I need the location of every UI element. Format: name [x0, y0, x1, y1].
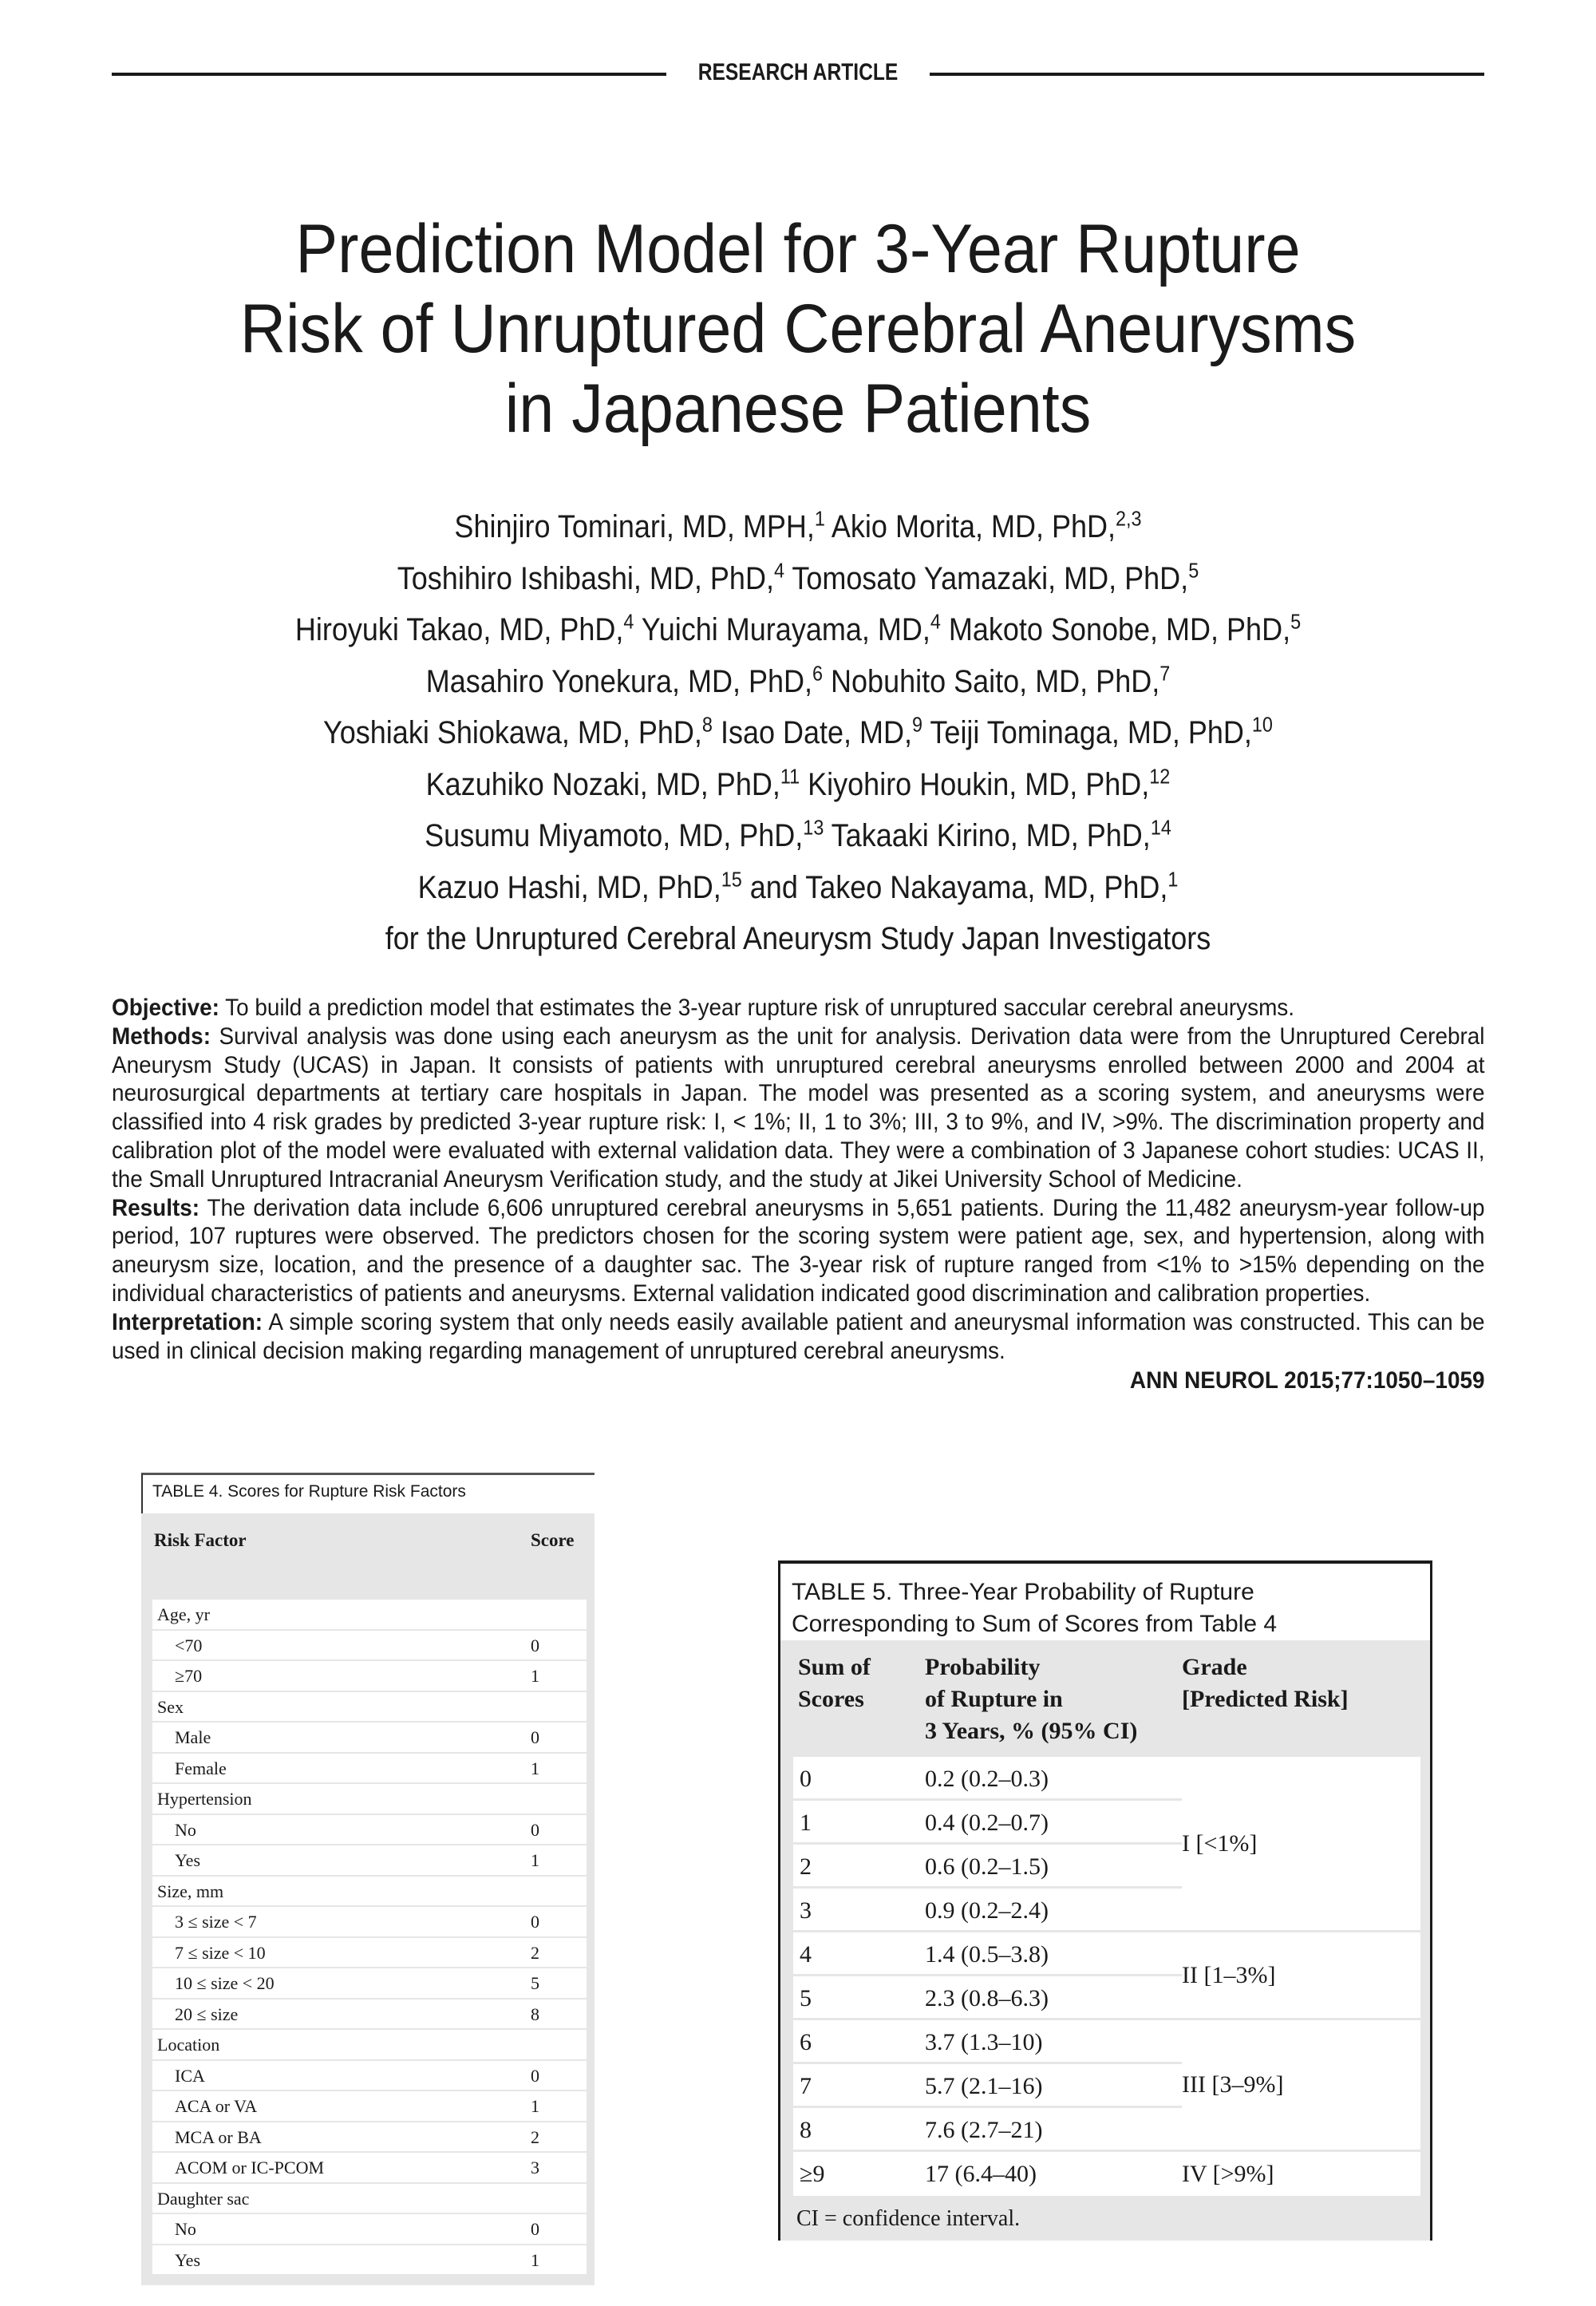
author-line	[166, 759, 1430, 811]
score-cell	[531, 1784, 587, 1814]
author-line	[166, 656, 1430, 708]
table-row	[152, 1968, 587, 1999]
risk-factor-cell: Size, mm	[157, 1881, 224, 1901]
risk-factor-cell: 7 ≤ size < 10	[175, 1942, 266, 1963]
affiliation-number: 5	[1188, 558, 1199, 583]
score-cell	[531, 2030, 587, 2059]
risk-factor-cell: Male	[175, 1727, 211, 1747]
probability-cell: 1.4 (0.5–3.8)	[925, 1932, 1182, 1976]
table-row	[152, 1754, 587, 1785]
author-name: for the Unruptured Cerebral Aneurysm Study Japan Investigators	[385, 921, 1211, 956]
risk-factor-cell: ≥70	[175, 1666, 203, 1686]
column-header-probability	[925, 1651, 1182, 1747]
table-row	[152, 1631, 587, 1662]
probability-cell: 7.6 (2.7–21)	[925, 2108, 1182, 2152]
column-header-sum-of-scores	[793, 1651, 925, 1747]
table-row	[152, 1845, 587, 1877]
title-line: Prediction Model for 3-Year Rupture	[295, 211, 1301, 287]
affiliation-number: 1	[814, 506, 825, 531]
table-5-rows	[793, 1757, 1420, 2196]
table-5-body	[778, 1640, 1432, 2241]
grade-cell: II [1–3%]	[1182, 1932, 1420, 2020]
affiliation-number: 15	[721, 867, 742, 892]
caption-line: TABLE 5. Three-Year Probability of Rupture	[792, 1579, 1254, 1605]
affiliation-number: 2,3	[1116, 506, 1142, 531]
score-cell	[531, 1877, 587, 1906]
risk-factor-cell: No	[175, 2219, 196, 2239]
risk-factor-cell: ACA or VA	[175, 2096, 258, 2116]
score-cell: 0	[531, 1912, 539, 1932]
sum-of-scores-cell: ≥9	[793, 2152, 925, 2196]
table-row	[152, 1877, 587, 1908]
header-line: of Rupture in	[925, 1686, 1063, 1712]
score-cell: 1	[531, 2249, 539, 2270]
grade-cell: III [3–9%]	[1182, 2020, 1420, 2152]
sum-of-scores-cell: 7	[793, 2064, 925, 2108]
probability-cell: 3.7 (1.3–10)	[925, 2020, 1182, 2064]
score-cell: 0	[531, 2219, 539, 2239]
risk-factor-cell: Yes	[175, 2249, 201, 2270]
header-line: 3 Years, % (95% CI)	[925, 1718, 1138, 1744]
table-4-body	[141, 1513, 595, 2285]
table-row	[152, 1999, 587, 2031]
sum-of-scores-cell: 0	[793, 1757, 925, 1801]
author-name: Yoshiaki Shiokawa, MD, PhD,	[323, 715, 702, 750]
title-line: in Japanese Patients	[504, 370, 1092, 447]
table-4-caption: TABLE 4. Scores for Rupture Risk Factors	[141, 1473, 595, 1513]
table-row	[152, 1723, 587, 1754]
author-name: Kazuhiko Nozaki, MD, PhD,	[425, 766, 780, 802]
author-name: and Takeo Nakayama, MD, PhD,	[741, 869, 1168, 905]
sum-of-scores-cell: 8	[793, 2108, 925, 2152]
abstract-interpretation	[112, 1308, 1485, 1366]
score-cell: 2	[531, 1942, 539, 1963]
score-cell: 0	[531, 1819, 539, 1840]
article-title	[137, 209, 1459, 449]
author-line	[166, 707, 1430, 759]
table-5-footnote: CI = confidence interval.	[796, 2206, 1021, 2231]
score-cell: 3	[531, 2158, 539, 2177]
probability-cell: 0.2 (0.2–0.3)	[925, 1757, 1182, 1801]
score-cell: 1	[531, 1666, 539, 1686]
table-4-rows	[152, 1600, 587, 2276]
table-row	[152, 2061, 587, 2092]
section-header	[112, 57, 1484, 89]
probability-cell: 5.7 (2.1–16)	[925, 2064, 1182, 2108]
affiliation-number: 1	[1167, 867, 1179, 892]
table-row	[152, 2245, 587, 2276]
column-header-grade	[1182, 1651, 1420, 1747]
table-row	[152, 1692, 587, 1723]
journal-citation: ANN NEUROL 2015;77:1050–1059	[1129, 1367, 1485, 1394]
header-line: Grade	[1182, 1654, 1247, 1680]
table-row	[152, 2153, 587, 2184]
table-4-header	[152, 1513, 587, 1600]
risk-factor-cell: ACOM or IC-PCOM	[175, 2158, 325, 2177]
abstract-text: Survival analysis was done using each aneurysm as the unit for analysis. Derivation data were from the Unruptured Cerebral Aneurysm Study (UCAS) in Japan. It consists of patients with unruptured cerebral aneurysms enrolled between 2000 and 2004 at neurosurgical departments at tertiary care hospitals in Japan. The model was presented as a scoring system, and aneurysms were classified into 4 risk grades by predicted 3-year rupture risk: I, < 1%; II, 1 to 3%; III, 3 to 9%, and IV, >9%. The discrimination property and calibration plot of the model were evaluated with external validation data. They were a combination of 3 Japanese cohort studies: UCAS II, the Small Unruptured Intracranial Aneurysm Verification study, and the study at Jikei University School of Medicine.	[112, 1022, 1485, 1193]
author-line	[166, 501, 1430, 553]
author-name: Susumu Miyamoto, MD, PhD,	[425, 818, 804, 853]
abstract-objective	[112, 994, 1485, 1022]
sum-of-scores-cell: 2	[793, 1845, 925, 1889]
abstract-text: The derivation data include 6,606 unruptured cerebral aneurysms in 5,651 patients. During the 11,482 aneurysm-year follow-up period, 107 ruptures were observed. The predictors chosen for the scoring system were patient age, sex, and hypertension, along with aneurysm size, location, and the presence of a daughter sac. The 3-year risk of rupture ranged from <1% to >15% depending on the individual characteristics of patients and aneurysms. External validation indicated good discrimination and calibration properties.	[112, 1194, 1485, 1307]
author-name: Tomosato Yamazaki, MD, PhD,	[784, 560, 1189, 596]
header-line: Scores	[798, 1686, 864, 1712]
header-rule-right	[930, 73, 1484, 76]
header-line: Sum of	[798, 1654, 871, 1680]
sum-of-scores-cell: 4	[793, 1932, 925, 1976]
author-line	[166, 862, 1430, 914]
risk-factor-cell: No	[175, 1819, 196, 1840]
risk-factor-cell: Sex	[157, 1696, 184, 1717]
risk-factor-cell: 10 ≤ size < 20	[175, 1973, 275, 1993]
table-row	[152, 1784, 587, 1815]
table-row	[152, 1661, 587, 1692]
table-row	[152, 2184, 587, 2215]
score-cell	[531, 1600, 587, 1629]
risk-factor-cell: 20 ≤ size	[175, 2003, 239, 2024]
affiliation-number: 13	[803, 815, 824, 840]
abstract-methods	[112, 1022, 1485, 1194]
author-name: Akio Morita, MD, PhD,	[824, 509, 1116, 544]
risk-factor-cell: MCA or BA	[175, 2126, 262, 2147]
author-name: Kiyohiro Houkin, MD, PhD,	[800, 766, 1150, 802]
probability-cell: 0.6 (0.2–1.5)	[925, 1845, 1182, 1889]
risk-factor-cell: Female	[175, 1758, 227, 1778]
score-cell: 8	[531, 2003, 539, 2024]
table-row	[152, 2122, 587, 2154]
score-cell: 1	[531, 1758, 539, 1778]
affiliation-number: 4	[773, 558, 784, 583]
column-header-score: Score	[531, 1530, 575, 1550]
author-line	[166, 913, 1430, 965]
table-5-header	[793, 1640, 1420, 1757]
table-row	[152, 2214, 587, 2245]
author-name: Masahiro Yonekura, MD, PhD,	[425, 663, 812, 699]
probability-cell: 17 (6.4–40)	[925, 2152, 1182, 2196]
author-name: Nobuhito Saito, MD, PhD,	[823, 663, 1160, 699]
score-cell: 1	[531, 2096, 539, 2116]
score-cell: 0	[531, 1635, 539, 1655]
affiliation-number: 9	[912, 712, 923, 737]
score-cell: 2	[531, 2126, 539, 2147]
table-row	[152, 2091, 587, 2122]
author-name: Yuichi Murayama, MD,	[634, 612, 930, 647]
sum-of-scores-cell: 3	[793, 1889, 925, 1932]
risk-factor-cell: ICA	[175, 2065, 205, 2086]
score-cell: 0	[531, 2065, 539, 2086]
grade-cell: I [<1%]	[1182, 1757, 1420, 1932]
probability-cell: 0.9 (0.2–2.4)	[925, 1889, 1182, 1932]
abstract-results	[112, 1194, 1485, 1308]
author-name: Isao Date, MD,	[712, 715, 913, 750]
abstract	[112, 994, 1484, 1395]
affiliation-number: 12	[1149, 764, 1171, 789]
risk-factor-cell: Location	[157, 2035, 220, 2055]
abstract-label: Interpretation:	[112, 1308, 263, 1335]
score-cell	[531, 1692, 587, 1722]
affiliation-number: 10	[1251, 712, 1273, 737]
affiliation-number: 11	[780, 764, 800, 789]
author-line	[166, 553, 1430, 605]
author-name: Hiroyuki Takao, MD, PhD,	[294, 612, 624, 647]
abstract-text: To build a prediction model that estimates the 3-year rupture risk of unruptured saccular cerebral aneurysms.	[219, 995, 1295, 1021]
header-line: Probability	[925, 1654, 1041, 1680]
affiliation-number: 6	[812, 661, 824, 686]
grade-cell: IV [>9%]	[1182, 2152, 1420, 2196]
risk-factor-cell: 3 ≤ size < 7	[175, 1912, 257, 1932]
risk-factor-cell: Daughter sac	[157, 2188, 250, 2209]
abstract-text: A simple scoring system that only needs easily available patient and aneurysmal information was constructed. This can be used in clinical decision making regarding management of unruptured cerebral aneurysms.	[112, 1308, 1485, 1364]
table-row	[152, 1600, 587, 1631]
table-4	[141, 1473, 595, 2285]
probability-cell: 0.4 (0.2–0.7)	[925, 1801, 1182, 1845]
score-cell	[531, 2184, 587, 2213]
risk-factor-cell: Age, yr	[157, 1604, 210, 1624]
table-row	[152, 1815, 587, 1846]
table-5-caption	[778, 1560, 1432, 1640]
score-cell: 1	[531, 1850, 539, 1870]
probability-cell: 2.3 (0.8–6.3)	[925, 1976, 1182, 2020]
table-row	[152, 1938, 587, 1969]
author-name: Shinjiro Tominari, MD, MPH,	[454, 509, 815, 544]
abstract-label: Results:	[112, 1194, 200, 1221]
author-name: Teiji Tominaga, MD, PhD,	[922, 715, 1252, 750]
affiliation-number: 8	[701, 712, 713, 737]
author-name: Kazuo Hashi, MD, PhD,	[417, 869, 721, 905]
table-row	[152, 1907, 587, 1938]
sum-of-scores-cell: 5	[793, 1976, 925, 2020]
title-line: Risk of Unruptured Cerebral Aneurysms	[239, 291, 1357, 367]
caption-line: Corresponding to Sum of Scores from Table 4	[792, 1611, 1278, 1637]
score-cell: 5	[531, 1973, 539, 1993]
affiliation-number: 4	[930, 609, 941, 634]
abstract-label: Objective:	[112, 995, 219, 1021]
affiliation-number: 7	[1159, 661, 1171, 686]
column-header-risk-factor: Risk Factor	[154, 1530, 247, 1550]
header-line: [Predicted Risk]	[1182, 1686, 1349, 1712]
author-line	[166, 810, 1430, 862]
affiliation-number: 4	[623, 609, 634, 634]
author-line	[166, 604, 1430, 656]
author-list	[166, 501, 1430, 965]
sum-of-scores-cell: 6	[793, 2020, 925, 2064]
sum-of-scores-cell: 1	[793, 1801, 925, 1845]
table-row	[152, 2030, 587, 2061]
author-name: Makoto Sonobe, MD, PhD,	[940, 612, 1291, 647]
affiliation-number: 5	[1290, 609, 1302, 634]
author-name: Toshihiro Ishibashi, MD, PhD,	[397, 560, 774, 596]
risk-factor-cell: Hypertension	[157, 1789, 252, 1809]
risk-factor-cell: Yes	[175, 1850, 201, 1870]
table-5	[778, 1560, 1432, 2241]
author-name: Takaaki Kirino, MD, PhD,	[824, 818, 1151, 853]
abstract-label: Methods:	[112, 1022, 211, 1050]
risk-factor-cell: <70	[175, 1635, 203, 1655]
section-label: RESEARCH ARTICLE	[697, 59, 899, 85]
affiliation-number: 14	[1150, 815, 1171, 840]
score-cell: 0	[531, 1727, 539, 1747]
